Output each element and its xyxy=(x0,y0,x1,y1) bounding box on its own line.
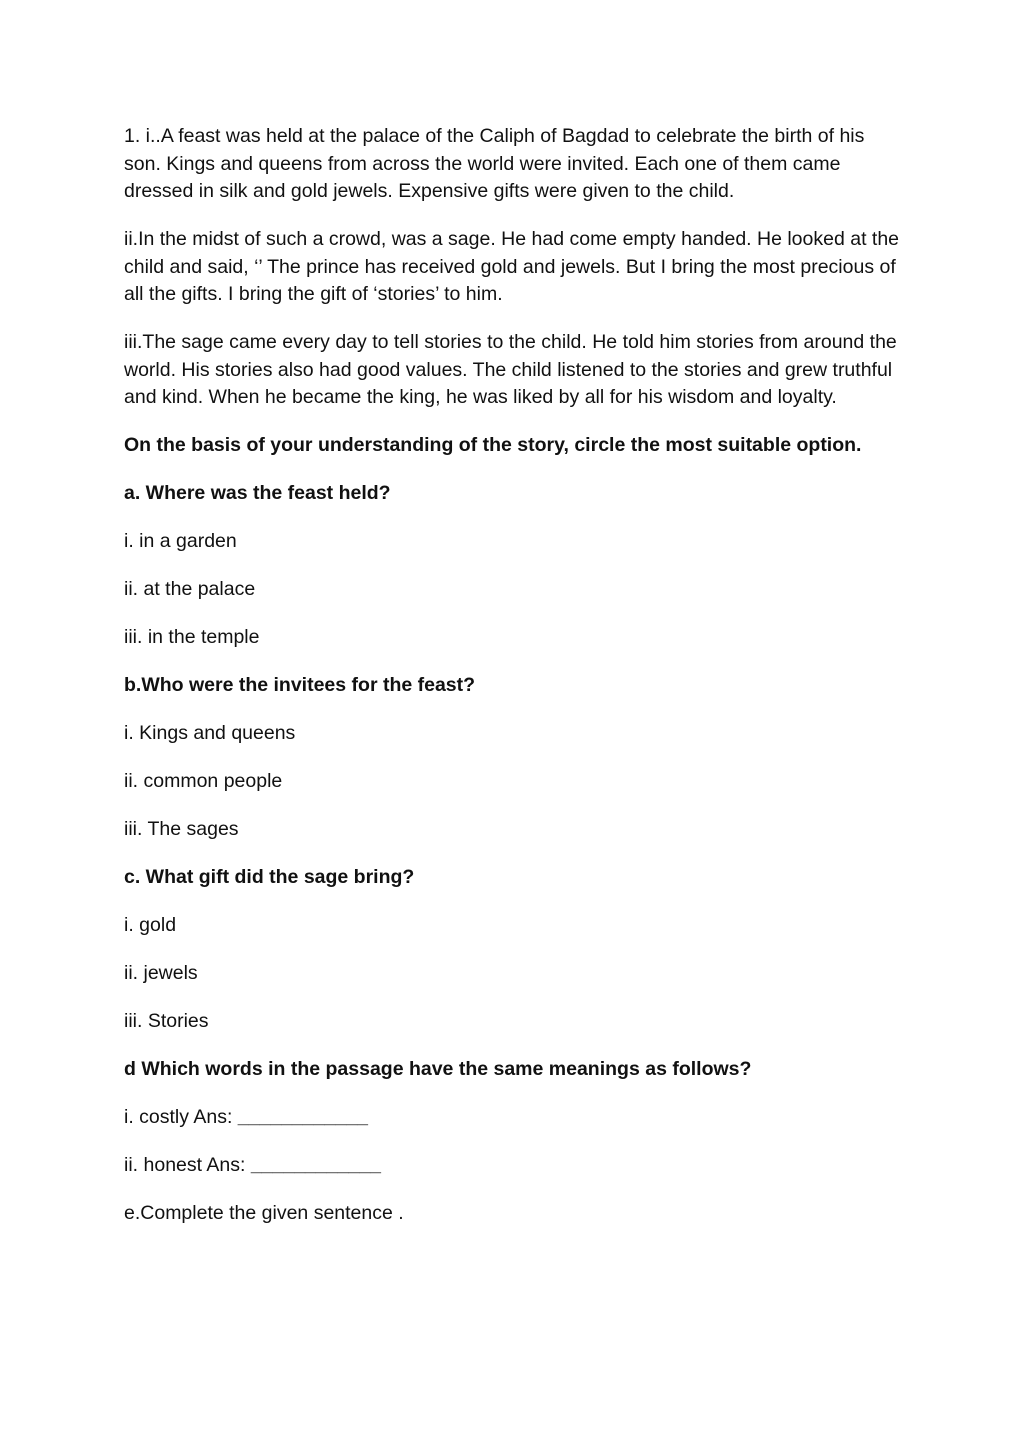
worksheet-page xyxy=(124,123,904,1248)
question-a-option-1: i. in a garden xyxy=(124,530,237,552)
question-d: d Which words in the passage have the same meanings as follows? xyxy=(124,1058,752,1080)
instruction: On the basis of your understanding of the story, circle the most suitable option. xyxy=(124,434,862,456)
passage-paragraph-3: iii.The sage came every day to tell stories to the child. He told him stories from around the world. His stories also had good values. The child listened to the stories and grew truthful and kind. When he became the king, he was liked by all for his wisdom and loyalty. xyxy=(124,331,897,408)
question-b-option-3: iii. The sages xyxy=(124,818,239,840)
question-d-item-1 xyxy=(124,1104,904,1132)
answer-blank: ____________ xyxy=(237,1106,368,1128)
passage-paragraph-2: ii.In the midst of such a crowd, was a sage. He had come empty handed. He looked at the child and said, ‘’ The prince has received gold and jewels. But I bring the most precious of all the gifts. I bring the gift of ‘stories’ to him. xyxy=(124,228,900,305)
answer-blank: ____________ xyxy=(250,1154,381,1176)
question-c-option-1: i. gold xyxy=(124,914,177,936)
question-c-option-3: iii. Stories xyxy=(124,1010,209,1032)
question-d-item-1-label: i. costly Ans: xyxy=(124,1106,238,1128)
question-a-option-3: iii. in the temple xyxy=(124,626,260,648)
question-e: e.Complete the given sentence . xyxy=(124,1202,404,1224)
question-d-item-2 xyxy=(124,1152,904,1180)
question-c-option-2: ii. jewels xyxy=(124,962,198,984)
question-b-option-1: i. Kings and queens xyxy=(124,722,296,744)
question-b-option-2: ii. common people xyxy=(124,770,283,792)
question-c: c. What gift did the sage bring? xyxy=(124,866,415,888)
passage-paragraph-1: 1. i..A feast was held at the palace of the Caliph of Bagdad to celebrate the birth of his son. Kings and queens from across the world were invited. Each one of them came dressed in silk and gold jewels. Expensive gifts were given to the child. xyxy=(124,125,865,202)
question-b: b.Who were the invitees for the feast? xyxy=(124,674,476,696)
question-a: a. Where was the feast held? xyxy=(124,482,391,504)
question-d-item-2-label: ii. honest Ans: xyxy=(124,1154,251,1176)
question-a-option-2: ii. at the palace xyxy=(124,578,256,600)
